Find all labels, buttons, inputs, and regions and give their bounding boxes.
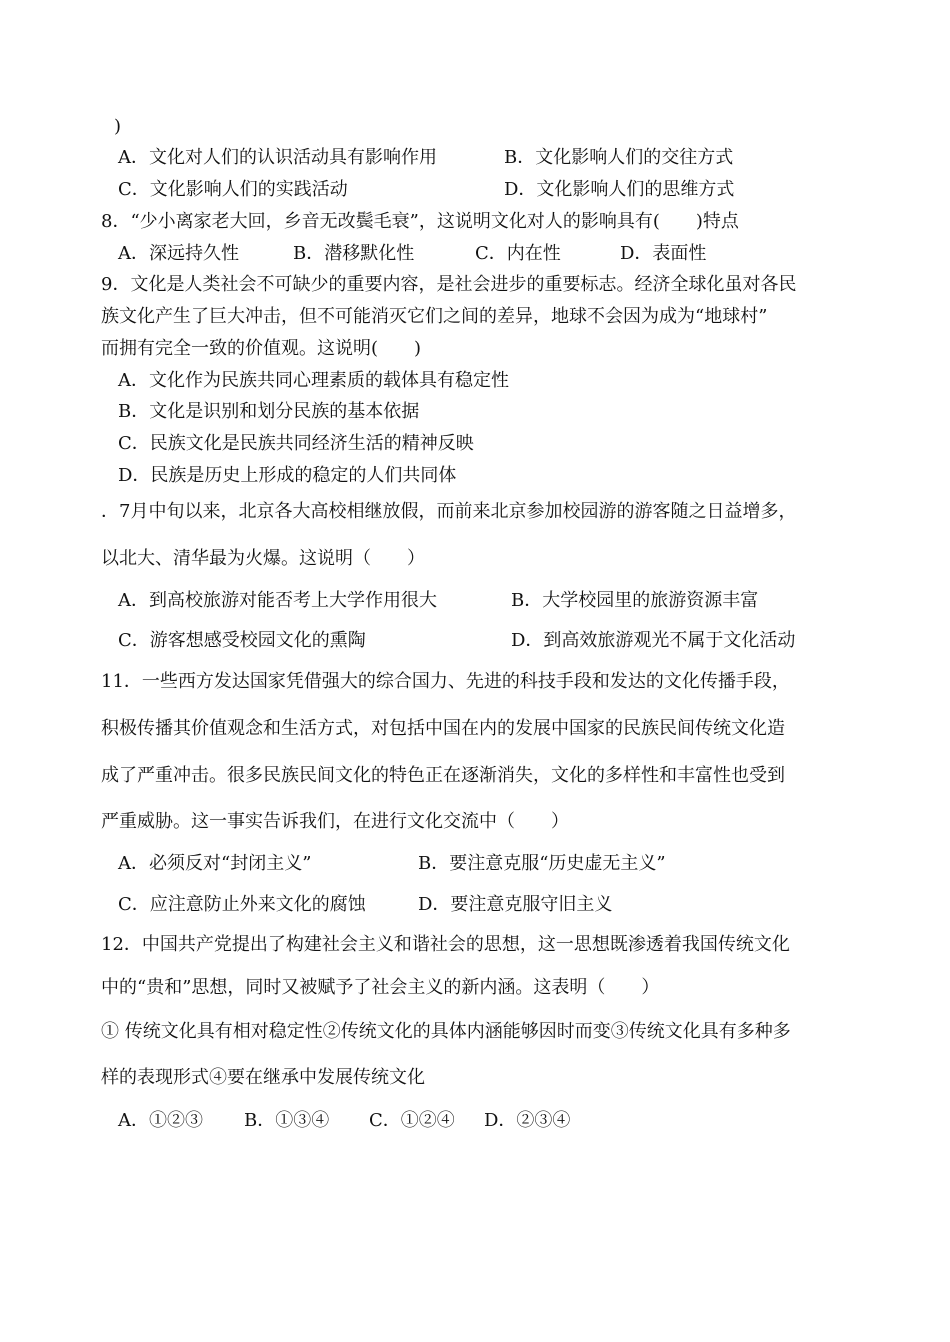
question-12-option-a: A．①②③ xyxy=(118,1110,203,1131)
question-9-option-d: D．民族是历史上形成的稳定的人们共同体 xyxy=(118,465,457,486)
question-11-option-d: D．要注意克服守旧主义 xyxy=(418,894,613,915)
question-9-option-a: A．文化作为民族共同心理素质的载体具有稳定性 xyxy=(118,370,509,391)
question-9-stem-line-2: 族文化产生了巨大冲击，但不可能消灭它们之间的差异，地球不会因为成为“地球村” xyxy=(101,306,768,327)
question-10-option-a: A．到高校旅游对能否考上大学作用很大 xyxy=(118,590,437,611)
question-7-option-c: C．文化影响人们的实践活动 xyxy=(118,179,348,200)
question-12-statements-line-1: ① 传统文化具有相对稳定性②传统文化的具体内涵能够因时而变③传统文化具有多种多 xyxy=(101,1021,791,1042)
question-11-stem-line-2: 积极传播其价值观念和生活方式，对包括中国在内的发展中国家的民族民间传统文化造 xyxy=(101,718,785,739)
question-12-option-c: C．①②④ xyxy=(369,1110,455,1131)
question-12-stem-line-2: 中的“贵和”思想，同时又被赋予了社会主义的新内涵。这表明（ ） xyxy=(101,977,660,998)
question-8-option-a: A．深远持久性 xyxy=(118,243,239,264)
question-9-option-c: C．民族文化是民族共同经济生活的精神反映 xyxy=(118,433,474,454)
question-10-option-b: B．大学校园里的旅游资源丰富 xyxy=(511,590,759,611)
question-10-stem-line-2: 以北大、清华最为火爆。这说明（ ） xyxy=(101,548,425,569)
question-12-statements-line-2: 样的表现形式④要在继承中发展传统文化 xyxy=(101,1067,425,1088)
question-11-stem-line-3: 成了严重冲击。很多民族民间文化的特色正在逐渐消失，文化的多样性和丰富性也受到 xyxy=(101,765,785,786)
question-9-option-b: B．文化是识别和划分民族的基本依据 xyxy=(118,401,420,422)
question-11-option-a: A．必须反对“封闭主义” xyxy=(118,853,312,874)
question-9-stem-line-1: 9．文化是人类社会不可缺少的重要内容，是社会进步的重要标志。经济全球化虽对各民 xyxy=(101,274,797,295)
question-11-stem-line-4: 严重威胁。这一事实告诉我们，在进行文化交流中（ ） xyxy=(101,811,569,832)
question-7-stem-end: ) xyxy=(114,116,122,137)
question-10-stem-line-1: ．7月中旬以来，北京各大高校相继放假，而前来北京参加校园游的游客随之日益增多， xyxy=(101,501,797,522)
question-11-option-c: C．应注意防止外来文化的腐蚀 xyxy=(118,894,366,915)
question-12-option-d: D．②③④ xyxy=(484,1110,571,1131)
question-7-option-d: D．文化影响人们的思维方式 xyxy=(504,179,735,200)
question-8-option-d: D．表面性 xyxy=(620,243,707,264)
question-8-stem: 8．“少小离家老大回，乡音无改鬓毛衰”，这说明文化对人的影响具有( )特点 xyxy=(101,211,739,232)
question-12-option-b: B．①③④ xyxy=(244,1110,330,1131)
question-11-stem-line-1: 11．一些西方发达国家凭借强大的综合国力、先进的科技手段和发达的文化传播手段， xyxy=(101,671,790,692)
question-12-stem-line-1: 12．中国共产党提出了构建社会主义和谐社会的思想，这一思想既渗透着我国传统文化 xyxy=(101,934,790,955)
question-8-option-c: C．内在性 xyxy=(475,243,561,264)
question-9-stem-line-3: 而拥有完全一致的价值观。这说明( ) xyxy=(101,338,422,359)
question-7-option-a: A．文化对人们的认识活动具有影响作用 xyxy=(118,147,437,168)
question-8-option-b: B．潜移默化性 xyxy=(293,243,415,264)
question-11-option-b: B．要注意克服“历史虚无主义” xyxy=(418,853,666,874)
question-7-option-b: B．文化影响人们的交往方式 xyxy=(504,147,734,168)
question-10-option-c: C．游客想感受校园文化的熏陶 xyxy=(118,630,366,651)
question-10-option-d: D．到高效旅游观光不属于文化活动 xyxy=(511,630,796,651)
